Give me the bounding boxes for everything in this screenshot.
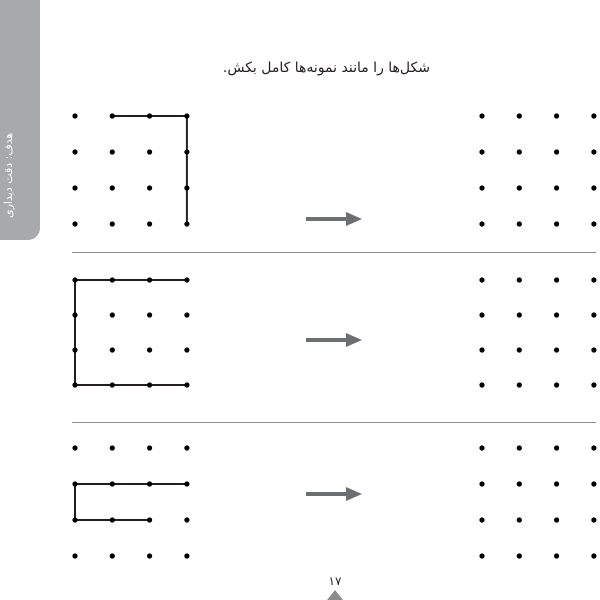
practice-grid-dot[interactable] bbox=[517, 149, 522, 154]
instruction-text: شکل‌ها را مانند نمونه‌ها کامل بکش. bbox=[222, 60, 430, 76]
practice-grid-dot[interactable] bbox=[479, 481, 484, 486]
practice-grid-dot[interactable] bbox=[479, 347, 484, 352]
sample-grid-dot bbox=[72, 382, 77, 387]
practice-grid-dot[interactable] bbox=[479, 553, 484, 558]
sample-grid-dot bbox=[184, 517, 189, 522]
exercise-1 bbox=[72, 113, 596, 226]
practice-grid-dot[interactable] bbox=[591, 517, 596, 522]
sample-grid-dot bbox=[110, 221, 115, 226]
sample-grid-dot bbox=[147, 312, 152, 317]
sample-grid-dot bbox=[110, 149, 115, 154]
sample-grid-dot bbox=[147, 481, 152, 486]
practice-grid-dot[interactable] bbox=[517, 517, 522, 522]
sample-shape-line bbox=[112, 116, 187, 224]
practice-grid-dot[interactable] bbox=[517, 312, 522, 317]
sample-grid-dot bbox=[184, 113, 189, 118]
sample-grid-dot bbox=[110, 382, 115, 387]
sample-grid-dot bbox=[110, 185, 115, 190]
practice-grid-dot[interactable] bbox=[554, 185, 559, 190]
sample-grid-dot bbox=[72, 149, 77, 154]
sample-grid-dot bbox=[72, 113, 77, 118]
practice-grid-dot[interactable] bbox=[554, 221, 559, 226]
practice-grid-dot[interactable] bbox=[591, 185, 596, 190]
practice-grid-dot[interactable] bbox=[479, 113, 484, 118]
exercise-2 bbox=[72, 277, 596, 387]
right-arrow-icon bbox=[306, 487, 362, 501]
sample-grid-dot bbox=[72, 221, 77, 226]
sample-grid-dot bbox=[184, 553, 189, 558]
sample-grid-dot bbox=[184, 312, 189, 317]
practice-grid-dot[interactable] bbox=[554, 553, 559, 558]
sample-grid-dot bbox=[110, 445, 115, 450]
practice-grid-dot[interactable] bbox=[479, 382, 484, 387]
sample-grid-dot bbox=[184, 481, 189, 486]
practice-grid-dot[interactable] bbox=[554, 312, 559, 317]
practice-grid-dot[interactable] bbox=[517, 347, 522, 352]
sample-grid-dot bbox=[147, 113, 152, 118]
sample-grid-dot bbox=[72, 517, 77, 522]
practice-grid-dot[interactable] bbox=[591, 277, 596, 282]
practice-grid-dot[interactable] bbox=[554, 113, 559, 118]
practice-grid-dot[interactable] bbox=[517, 113, 522, 118]
sample-grid-dot bbox=[72, 347, 77, 352]
sample-grid-dot bbox=[184, 185, 189, 190]
sample-grid-dot bbox=[184, 221, 189, 226]
sample-grid-dot bbox=[147, 185, 152, 190]
practice-grid-dot[interactable] bbox=[517, 277, 522, 282]
practice-grid-dot[interactable] bbox=[591, 445, 596, 450]
right-arrow-icon bbox=[306, 333, 362, 347]
practice-grid-dot[interactable] bbox=[479, 277, 484, 282]
sample-grid-dot bbox=[110, 347, 115, 352]
sample-grid-dot bbox=[110, 277, 115, 282]
practice-grid-dot[interactable] bbox=[591, 312, 596, 317]
sample-grid-dot bbox=[147, 445, 152, 450]
sample-grid-dot bbox=[147, 221, 152, 226]
practice-grid-dot[interactable] bbox=[517, 445, 522, 450]
sample-grid-dot bbox=[184, 277, 189, 282]
sample-grid-dot bbox=[110, 312, 115, 317]
sample-grid-dot bbox=[184, 445, 189, 450]
sample-grid-dot bbox=[110, 517, 115, 522]
practice-grid-dot[interactable] bbox=[591, 113, 596, 118]
practice-grid-dot[interactable] bbox=[517, 382, 522, 387]
practice-grid-dot[interactable] bbox=[591, 347, 596, 352]
practice-grid-dot[interactable] bbox=[479, 185, 484, 190]
page-number: ۱۷ bbox=[328, 574, 342, 588]
sample-grid-dot bbox=[110, 113, 115, 118]
practice-grid-dot[interactable] bbox=[517, 185, 522, 190]
practice-grid-dot[interactable] bbox=[591, 382, 596, 387]
sample-grid-dot bbox=[72, 277, 77, 282]
practice-grid-dot[interactable] bbox=[517, 221, 522, 226]
sample-grid-dot bbox=[72, 481, 77, 486]
sample-grid-dot bbox=[147, 149, 152, 154]
practice-grid-dot[interactable] bbox=[591, 221, 596, 226]
sample-grid-dot bbox=[147, 517, 152, 522]
practice-grid-dot[interactable] bbox=[479, 149, 484, 154]
practice-grid-dot[interactable] bbox=[554, 382, 559, 387]
practice-grid-dot[interactable] bbox=[554, 149, 559, 154]
sample-shape-line bbox=[75, 484, 187, 520]
side-tab-label: هدف: دقت دیداری bbox=[2, 132, 15, 218]
sample-grid-dot bbox=[110, 481, 115, 486]
practice-grid-dot[interactable] bbox=[554, 347, 559, 352]
sample-grid-dot bbox=[147, 382, 152, 387]
practice-grid-dot[interactable] bbox=[479, 445, 484, 450]
page-marker-icon bbox=[327, 590, 343, 600]
practice-grid-dot[interactable] bbox=[554, 481, 559, 486]
practice-grid-dot[interactable] bbox=[591, 481, 596, 486]
sample-grid-dot bbox=[72, 185, 77, 190]
sample-grid-dot bbox=[147, 553, 152, 558]
practice-grid-dot[interactable] bbox=[479, 221, 484, 226]
practice-grid-dot[interactable] bbox=[591, 149, 596, 154]
practice-grid-dot[interactable] bbox=[554, 445, 559, 450]
practice-grid-dot[interactable] bbox=[591, 553, 596, 558]
sample-grid-dot bbox=[72, 312, 77, 317]
practice-grid-dot[interactable] bbox=[479, 517, 484, 522]
practice-grid-dot[interactable] bbox=[479, 312, 484, 317]
practice-grid-dot[interactable] bbox=[554, 517, 559, 522]
practice-grid-dot[interactable] bbox=[554, 277, 559, 282]
sample-shape-line bbox=[75, 280, 187, 385]
practice-grid-dot[interactable] bbox=[517, 553, 522, 558]
sample-grid-dot bbox=[147, 277, 152, 282]
practice-grid-dot[interactable] bbox=[517, 481, 522, 486]
sample-grid-dot bbox=[147, 347, 152, 352]
sample-grid-dot bbox=[184, 149, 189, 154]
sample-grid-dot bbox=[110, 553, 115, 558]
sample-grid-dot bbox=[72, 445, 77, 450]
section-divider bbox=[72, 252, 596, 253]
exercise-3 bbox=[72, 445, 596, 558]
section-divider bbox=[72, 422, 596, 423]
sample-grid-dot bbox=[184, 382, 189, 387]
right-arrow-icon bbox=[306, 212, 362, 226]
sample-grid-dot bbox=[184, 347, 189, 352]
sample-grid-dot bbox=[72, 553, 77, 558]
